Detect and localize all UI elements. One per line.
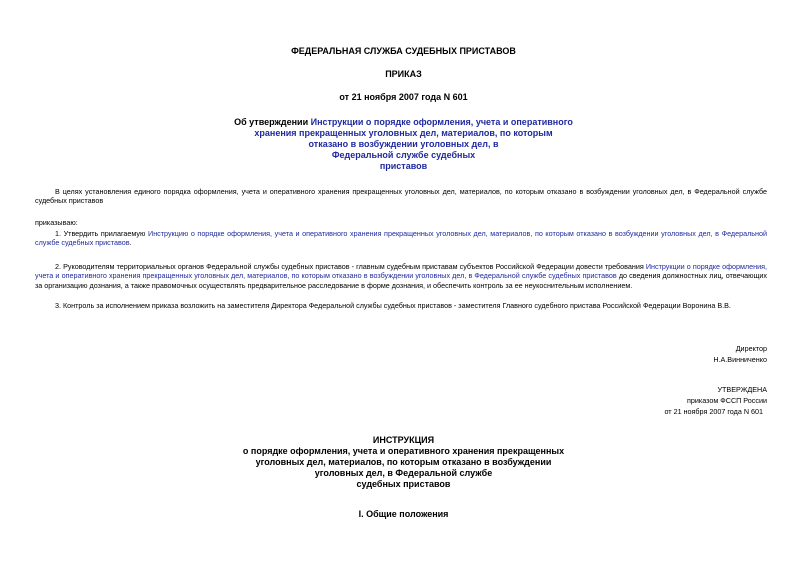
instruction-heading	[0, 435, 807, 490]
agency-heading: ФЕДЕРАЛЬНАЯ СЛУЖБА СУДЕБНЫХ ПРИСТАВОВ	[291, 46, 516, 56]
signature-name: Н.А.Винниченко	[713, 355, 767, 364]
subject-link-line-5[interactable]: приставов	[379, 161, 428, 171]
approval-line-1: УТВЕРЖДЕНА	[717, 385, 767, 394]
approval-line-3: от 21 ноября 2007 года N 601	[664, 407, 763, 416]
order-item-1	[35, 229, 767, 248]
approval-line-2: приказом ФССП России	[687, 396, 767, 405]
approval-block	[664, 384, 767, 417]
instruction-line-2: уголовных дел, материалов, по которым отказано в возбуждении	[255, 457, 552, 467]
subject-link-line-1[interactable]: Инструкции о порядке оформления, учета и оперативного	[310, 117, 573, 127]
item1-instruction-link[interactable]: Инструкцию о порядке оформления, учета и оперативного хранения прекращенных уголовных дел, материалов, по которым отказано в возбуждении уголовных дел, в Федеральной службе судебных приставов	[35, 229, 768, 248]
item1-prefix: 1. Утвердить прилагаемую	[55, 229, 149, 238]
order-item-3: 3. Контроль за исполнением приказа возложить на заместителя Директора Федеральной службы судебных приставов - заместителя Главного судебного пристава Российской Федерации Воронина В.В.	[55, 301, 731, 310]
instruction-line-1: о порядке оформления, учета и оперативного хранения прекращенных	[242, 446, 565, 456]
subject-prefix: Об утверждении	[234, 117, 311, 127]
subject-link-line-2[interactable]: хранения прекращенных уголовных дел, материалов, по которым	[254, 128, 553, 138]
item2-prefix: 2. Руководителям территориальных органов Федеральной службы судебных приставов - главным судебным приставам субъектов Российской Федерации довести требования	[55, 262, 646, 271]
instruction-line-3: уголовных дел, в Федеральной службе	[314, 468, 493, 478]
subject-link-line-3[interactable]: отказано в возбуждении уголовных дел, в	[308, 139, 499, 149]
item2-suffix: до сведения должностных лиц, отвечающих за организацию дознания, а также правомочных осуществлять предварительное расследование в форме дознания, и обеспечить контроль за ее неукоснительным исполнением.	[35, 271, 767, 290]
item1-suffix: .	[129, 238, 132, 248]
subject-link-line-4[interactable]: Федеральной службе судебных	[331, 150, 476, 160]
doc-type-heading: ПРИКАЗ	[385, 69, 422, 79]
order-date: от 21 ноября 2007 года N 601	[339, 92, 468, 102]
preamble-paragraph: В целях установления единого порядка оформления, учета и оперативного хранения прекращенных уголовных дел, материалов, по которым отказано в возбуждении уголовных дел, в Федеральной службе судебных приставов	[35, 187, 767, 206]
order-item-2	[35, 262, 767, 290]
signature-title: Директор	[735, 344, 767, 353]
order-subject	[0, 117, 807, 172]
signature-block	[713, 343, 767, 365]
order-word: приказываю:	[35, 218, 78, 227]
section-heading: I. Общие положения	[358, 509, 449, 519]
item2-instruction-link[interactable]: Инструкции о порядке оформления, учета и оперативного хранения прекращенных уголовных дел, материалов, по которым отказано в возбуждении уголовных дел, в Федеральной службе судебных приставов	[35, 262, 767, 281]
instruction-title: ИНСТРУКЦИЯ	[372, 435, 435, 445]
instruction-line-4: судебных приставов	[356, 479, 451, 489]
